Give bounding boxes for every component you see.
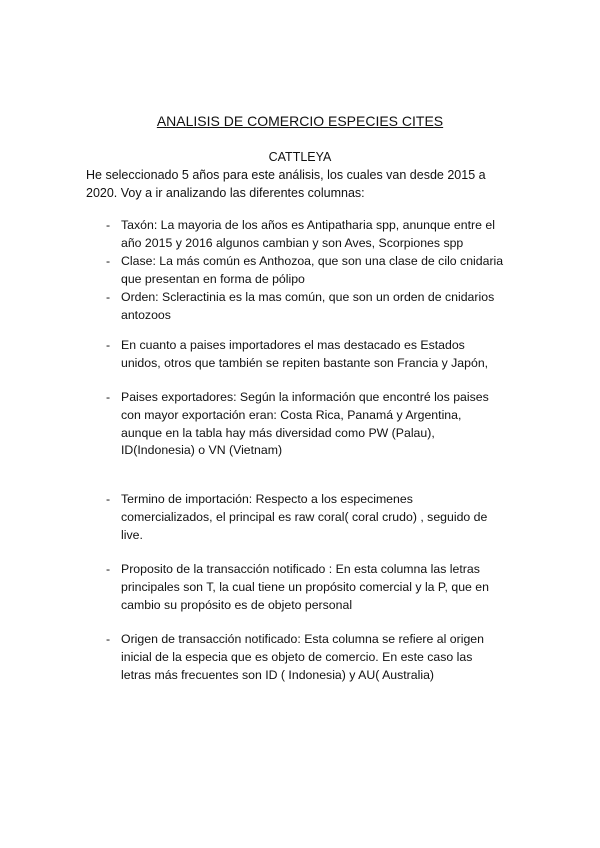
bullet-line: comercializados, el principal es raw coral( coral crudo) , seguido de <box>121 509 488 524</box>
bullet-dash: - <box>106 562 111 576</box>
bullet-text <box>121 289 494 325</box>
bullet-line: letras más frecuentes son ID ( Indonesia) y AU( Australia) <box>121 667 435 682</box>
document-subtitle: CATTLEYA <box>268 150 332 164</box>
intro-line: He seleccionado 5 años para este análisis, los cuales van desde 2015 a <box>86 168 486 182</box>
intro-paragraph <box>86 166 486 202</box>
bullet-line: Origen de transacción notificado: Esta columna se refiere al origen <box>121 632 484 646</box>
bullet-text <box>121 337 488 373</box>
bullet-line: Taxón: La mayoria de los años es Antipatharia spp, anunque entre el <box>121 218 495 232</box>
bullet-line: principales son T, la cual tiene un propósito comercial y la P, que en <box>121 579 489 594</box>
bullet-line: En cuanto a paises importadores el mas destacado es Estados <box>121 338 465 352</box>
bullet-dash: - <box>106 290 111 304</box>
bullet-dash: - <box>106 338 111 352</box>
bullet-line: inicial de la especia que es objeto de comercio. En este caso las <box>121 649 473 664</box>
bullet-line: Paises exportadores: Según la información que encontré los paises <box>121 390 489 404</box>
bullet-line: con mayor exportación eran: Costa Rica, Panamá y Argentina, <box>121 407 462 422</box>
bullet-text <box>121 561 489 614</box>
document-title <box>0 113 600 129</box>
bullet-dash: - <box>106 632 111 646</box>
bullet-text <box>121 217 495 253</box>
bullet-line: Orden: Scleractinia es la mas común, que son un orden de cnidarios <box>121 290 495 304</box>
document-title-text: ANALISIS DE COMERCIO ESPECIES CITES <box>156 113 444 129</box>
bullet-line: unidos, otros que también se repiten bastante son Francia y Japón, <box>121 355 489 370</box>
bullet-line: cambio su propósito es de objeto personal <box>121 597 353 612</box>
bullet-text <box>121 491 487 544</box>
bullet-dash: - <box>106 218 111 232</box>
bullet-dash: - <box>106 492 111 506</box>
bullet-line: Proposito de la transacción notificado : En esta columna las letras <box>121 562 480 576</box>
bullet-line: antozoos <box>121 307 171 322</box>
bullet-line: aunque en la tabla hay más diversidad como PW (Palau), <box>121 425 435 440</box>
intro-line: 2020. Voy a ir analizando las diferentes columnas: <box>86 186 365 200</box>
bullet-dash: - <box>106 254 111 268</box>
bullet-line: ID(Indonesia) o VN (Vietnam) <box>121 443 283 458</box>
bullet-text <box>121 253 503 289</box>
bullet-line: que presentan en forma de pólipo <box>121 271 305 286</box>
bullet-line: Clase: La más común es Anthozoa, que son una clase de cilo cnidaria <box>121 254 504 268</box>
bullet-text <box>121 631 484 684</box>
bullet-line: año 2015 y 2016 algunos cambian y son Aves, Scorpiones spp <box>121 235 464 250</box>
bullet-line: Termino de importación: Respecto a los especimenes <box>121 492 413 506</box>
bullet-line: live. <box>121 527 143 542</box>
bullet-text <box>121 389 489 460</box>
bullet-dash: - <box>106 390 111 404</box>
